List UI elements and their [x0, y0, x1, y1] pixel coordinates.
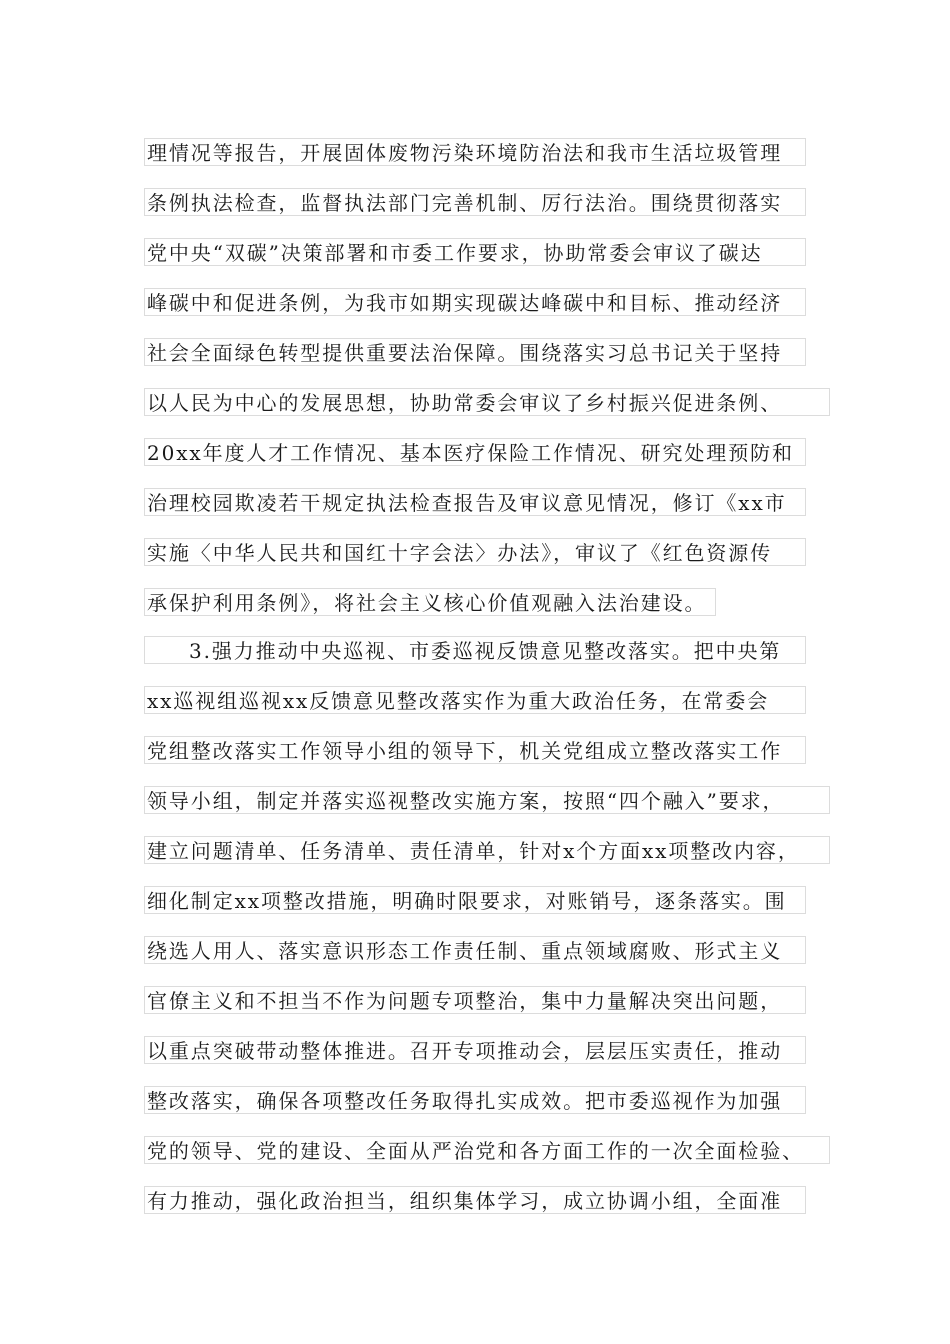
- text-line: 以人民为中心的发展思想，协助常委会审议了乡村振兴促进条例、: [144, 388, 830, 416]
- section-heading-line: 3.强力推动中央巡视、市委巡视反馈意见整改落实。把中央第: [144, 636, 806, 664]
- text-line: 领导小组，制定并落实巡视整改实施方案，按照“四个融入”要求，: [144, 786, 830, 814]
- text-line: 整改落实，确保各项整改任务取得扎实成效。把市委巡视作为加强: [144, 1086, 806, 1114]
- text-line: 有力推动，强化政治担当，组织集体学习，成立协调小组，全面准: [144, 1186, 806, 1214]
- text-line: 条例执法检查，监督执法部门完善机制、厉行法治。围绕贯彻落实: [144, 188, 806, 216]
- text-line: 理情况等报告，开展固体废物污染环境防治法和我市生活垃圾管理: [144, 138, 806, 166]
- text-line: 治理校园欺凌若干规定执法检查报告及审议意见情况，修订《xx市: [144, 488, 806, 516]
- text-line: 官僚主义和不担当不作为问题专项整治，集中力量解决突出问题，: [144, 986, 806, 1014]
- text-line: xx巡视组巡视xx反馈意见整改落实作为重大政治任务，在常委会: [144, 686, 806, 714]
- text-line: 以重点突破带动整体推进。召开专项推动会，层层压实责任，推动: [144, 1036, 806, 1064]
- text-line: 绕选人用人、落实意识形态工作责任制、重点领域腐败、形式主义: [144, 936, 806, 964]
- text-line: 党的领导、党的建设、全面从严治党和各方面工作的一次全面检验、: [144, 1136, 830, 1164]
- text-line: 承保护利用条例》，将社会主义核心价值观融入法治建设。: [144, 588, 716, 616]
- text-line: 社会全面绿色转型提供重要法治保障。围绕落实习总书记关于坚持: [144, 338, 806, 366]
- text-line: 实施〈中华人民共和国红十字会法〉办法》，审议了《红色资源传: [144, 538, 806, 566]
- text-line: 建立问题清单、任务清单、责任清单，针对x个方面xx项整改内容，: [144, 836, 830, 864]
- text-line: 党中央“双碳”决策部署和市委工作要求，协助常委会审议了碳达: [144, 238, 806, 266]
- text-line: 党组整改落实工作领导小组的领导下，机关党组成立整改落实工作: [144, 736, 806, 764]
- text-line: 20xx年度人才工作情况、基本医疗保险工作情况、研究处理预防和: [144, 438, 806, 466]
- text-line: 峰碳中和促进条例，为我市如期实现碳达峰碳中和目标、推动经济: [144, 288, 806, 316]
- text-line: 细化制定xx项整改措施，明确时限要求，对账销号，逐条落实。围: [144, 886, 806, 914]
